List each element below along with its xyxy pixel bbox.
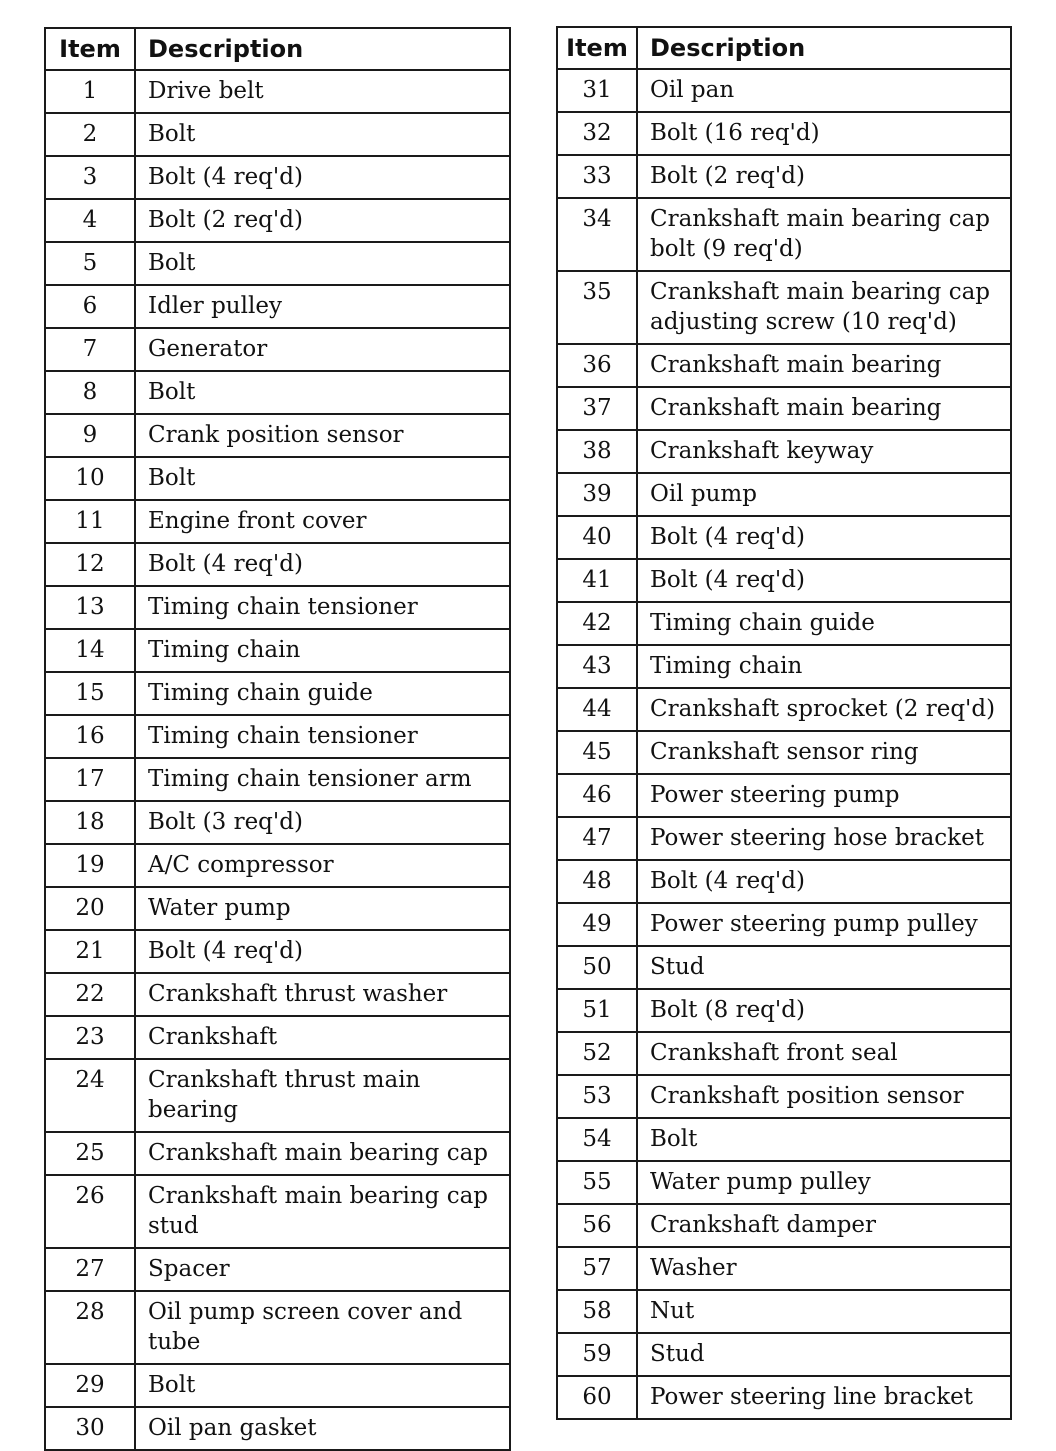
item-number: 33 — [557, 155, 637, 198]
item-description: Crankshaft main bearing cap stud — [135, 1175, 510, 1248]
item-number: 19 — [45, 844, 135, 887]
item-column-header: Item — [45, 28, 135, 70]
table-row — [557, 155, 1011, 198]
item-column-header: Item — [557, 27, 637, 69]
item-description: Stud — [637, 1333, 1011, 1376]
item-description: Bolt (4 req'd) — [637, 559, 1011, 602]
table-row — [557, 1204, 1011, 1247]
table-row — [45, 1132, 510, 1175]
item-description: Crank position sensor — [135, 414, 510, 457]
item-description: Generator — [135, 328, 510, 371]
item-description: Crankshaft sprocket (2 req'd) — [637, 688, 1011, 731]
item-number: 26 — [45, 1175, 135, 1248]
item-description: Crankshaft keyway — [637, 430, 1011, 473]
item-number: 37 — [557, 387, 637, 430]
table-row — [45, 1407, 510, 1450]
table-row — [557, 198, 1011, 271]
item-number: 43 — [557, 645, 637, 688]
item-description: Bolt — [135, 113, 510, 156]
item-number: 17 — [45, 758, 135, 801]
item-number: 1 — [45, 70, 135, 113]
item-number: 23 — [45, 1016, 135, 1059]
item-description: Washer — [637, 1247, 1011, 1290]
item-number: 40 — [557, 516, 637, 559]
table-row — [557, 1161, 1011, 1204]
table-row — [45, 758, 510, 801]
item-description: Bolt (3 req'd) — [135, 801, 510, 844]
item-number: 20 — [45, 887, 135, 930]
item-number: 46 — [557, 774, 637, 817]
item-description: Timing chain tensioner — [135, 715, 510, 758]
table-row — [557, 860, 1011, 903]
item-description: Bolt (2 req'd) — [135, 199, 510, 242]
item-description: Crankshaft thrust washer — [135, 973, 510, 1016]
item-number: 56 — [557, 1204, 637, 1247]
item-number: 47 — [557, 817, 637, 860]
item-number: 51 — [557, 989, 637, 1032]
item-description: Engine front cover — [135, 500, 510, 543]
description-column-header: Description — [637, 27, 1011, 69]
table-row — [557, 688, 1011, 731]
item-description: Bolt (8 req'd) — [637, 989, 1011, 1032]
table-row — [557, 473, 1011, 516]
item-description: Timing chain tensioner arm — [135, 758, 510, 801]
item-number: 54 — [557, 1118, 637, 1161]
item-description: Timing chain — [637, 645, 1011, 688]
item-number: 22 — [45, 973, 135, 1016]
table-row — [557, 387, 1011, 430]
table-row — [45, 1016, 510, 1059]
item-number: 52 — [557, 1032, 637, 1075]
item-description: Crankshaft main bearing — [637, 387, 1011, 430]
table-row — [557, 731, 1011, 774]
item-description: Power steering line bracket — [637, 1376, 1011, 1419]
table-row — [557, 69, 1011, 112]
item-description: Crankshaft damper — [637, 1204, 1011, 1247]
item-number: 31 — [557, 69, 637, 112]
table-row — [557, 817, 1011, 860]
item-description: Spacer — [135, 1248, 510, 1291]
item-description: A/C compressor — [135, 844, 510, 887]
item-number: 10 — [45, 457, 135, 500]
item-description: Power steering pump — [637, 774, 1011, 817]
table-row — [557, 1333, 1011, 1376]
item-number: 28 — [45, 1291, 135, 1364]
item-description: Crankshaft thrust main bearing — [135, 1059, 510, 1132]
item-description: Timing chain — [135, 629, 510, 672]
item-number: 38 — [557, 430, 637, 473]
item-description: Crankshaft — [135, 1016, 510, 1059]
item-description: Bolt — [135, 371, 510, 414]
item-description: Bolt — [637, 1118, 1011, 1161]
item-description: Water pump pulley — [637, 1161, 1011, 1204]
item-description: Bolt (2 req'd) — [637, 155, 1011, 198]
table-row — [557, 1075, 1011, 1118]
item-number: 2 — [45, 113, 135, 156]
table-row — [45, 457, 510, 500]
table-row — [45, 1175, 510, 1248]
item-number: 41 — [557, 559, 637, 602]
header-row — [557, 27, 1011, 69]
item-number: 15 — [45, 672, 135, 715]
item-description: Water pump — [135, 887, 510, 930]
item-number: 12 — [45, 543, 135, 586]
item-number: 55 — [557, 1161, 637, 1204]
item-number: 53 — [557, 1075, 637, 1118]
item-number: 25 — [45, 1132, 135, 1175]
parts-table-left — [44, 27, 511, 1451]
item-description: Crankshaft main bearing cap bolt (9 req'd) — [637, 198, 1011, 271]
table-row — [45, 328, 510, 371]
description-column-header: Description — [135, 28, 510, 70]
item-description: Bolt — [135, 457, 510, 500]
table-row — [557, 903, 1011, 946]
table-row — [45, 285, 510, 328]
table-row — [557, 1118, 1011, 1161]
table-row — [557, 1376, 1011, 1419]
item-description: Oil pump — [637, 473, 1011, 516]
table-row — [45, 715, 510, 758]
table-row — [557, 344, 1011, 387]
item-description: Drive belt — [135, 70, 510, 113]
item-number: 36 — [557, 344, 637, 387]
table-row — [45, 371, 510, 414]
item-description: Oil pan gasket — [135, 1407, 510, 1450]
table-row — [45, 113, 510, 156]
item-number: 14 — [45, 629, 135, 672]
item-description: Bolt (4 req'd) — [135, 930, 510, 973]
item-description: Power steering pump pulley — [637, 903, 1011, 946]
table-row — [557, 430, 1011, 473]
item-description: Timing chain tensioner — [135, 586, 510, 629]
item-number: 9 — [45, 414, 135, 457]
item-number: 7 — [45, 328, 135, 371]
item-description: Bolt — [135, 1364, 510, 1407]
item-description: Bolt (16 req'd) — [637, 112, 1011, 155]
table-row — [45, 414, 510, 457]
table-row — [557, 1032, 1011, 1075]
item-description: Bolt — [135, 242, 510, 285]
table-row — [45, 500, 510, 543]
table-row — [45, 586, 510, 629]
table-row — [45, 1364, 510, 1407]
item-number: 59 — [557, 1333, 637, 1376]
item-description: Crankshaft main bearing — [637, 344, 1011, 387]
item-number: 42 — [557, 602, 637, 645]
item-description: Bolt (4 req'd) — [637, 516, 1011, 559]
item-number: 8 — [45, 371, 135, 414]
item-number: 30 — [45, 1407, 135, 1450]
item-number: 49 — [557, 903, 637, 946]
item-number: 5 — [45, 242, 135, 285]
item-description: Crankshaft front seal — [637, 1032, 1011, 1075]
item-number: 4 — [45, 199, 135, 242]
item-number: 32 — [557, 112, 637, 155]
item-number: 29 — [45, 1364, 135, 1407]
table-row — [45, 887, 510, 930]
table-row — [557, 1290, 1011, 1333]
header-row — [45, 28, 510, 70]
table-row — [557, 645, 1011, 688]
table-row — [45, 1291, 510, 1364]
item-number: 16 — [45, 715, 135, 758]
item-number: 21 — [45, 930, 135, 973]
item-number: 18 — [45, 801, 135, 844]
item-description: Crankshaft position sensor — [637, 1075, 1011, 1118]
item-number: 27 — [45, 1248, 135, 1291]
item-number: 11 — [45, 500, 135, 543]
table-row — [557, 516, 1011, 559]
table-row — [45, 1248, 510, 1291]
table-row — [45, 672, 510, 715]
table-row — [45, 70, 510, 113]
table-row — [45, 629, 510, 672]
item-description: Oil pump screen cover and tube — [135, 1291, 510, 1364]
table-row — [557, 271, 1011, 344]
item-number: 3 — [45, 156, 135, 199]
table-row — [45, 844, 510, 887]
item-description: Crankshaft sensor ring — [637, 731, 1011, 774]
table-row — [557, 1247, 1011, 1290]
table-row — [557, 602, 1011, 645]
item-number: 57 — [557, 1247, 637, 1290]
table-row — [45, 543, 510, 586]
item-description: Oil pan — [637, 69, 1011, 112]
item-number: 58 — [557, 1290, 637, 1333]
item-number: 44 — [557, 688, 637, 731]
item-description: Power steering hose bracket — [637, 817, 1011, 860]
item-number: 34 — [557, 198, 637, 271]
table-row — [45, 973, 510, 1016]
item-number: 35 — [557, 271, 637, 344]
item-description: Bolt (4 req'd) — [135, 543, 510, 586]
item-description: Bolt (4 req'd) — [135, 156, 510, 199]
table-row — [557, 112, 1011, 155]
table-row — [557, 774, 1011, 817]
item-description: Idler pulley — [135, 285, 510, 328]
item-number: 6 — [45, 285, 135, 328]
item-description: Crankshaft main bearing cap adjusting screw (10 req'd) — [637, 271, 1011, 344]
table-row — [557, 559, 1011, 602]
item-number: 24 — [45, 1059, 135, 1132]
item-number: 60 — [557, 1376, 637, 1419]
item-number: 45 — [557, 731, 637, 774]
parts-table-right — [556, 26, 1012, 1420]
item-number: 13 — [45, 586, 135, 629]
item-description: Timing chain guide — [637, 602, 1011, 645]
table-row — [557, 989, 1011, 1032]
item-description: Bolt (4 req'd) — [637, 860, 1011, 903]
table-row — [45, 199, 510, 242]
item-description: Crankshaft main bearing cap — [135, 1132, 510, 1175]
table-row — [45, 242, 510, 285]
table-row — [45, 156, 510, 199]
item-description: Stud — [637, 946, 1011, 989]
item-number: 39 — [557, 473, 637, 516]
table-row — [45, 930, 510, 973]
item-number: 50 — [557, 946, 637, 989]
item-description: Nut — [637, 1290, 1011, 1333]
table-row — [45, 801, 510, 844]
item-description: Timing chain guide — [135, 672, 510, 715]
table-row — [557, 946, 1011, 989]
table-row — [45, 1059, 510, 1132]
item-number: 48 — [557, 860, 637, 903]
